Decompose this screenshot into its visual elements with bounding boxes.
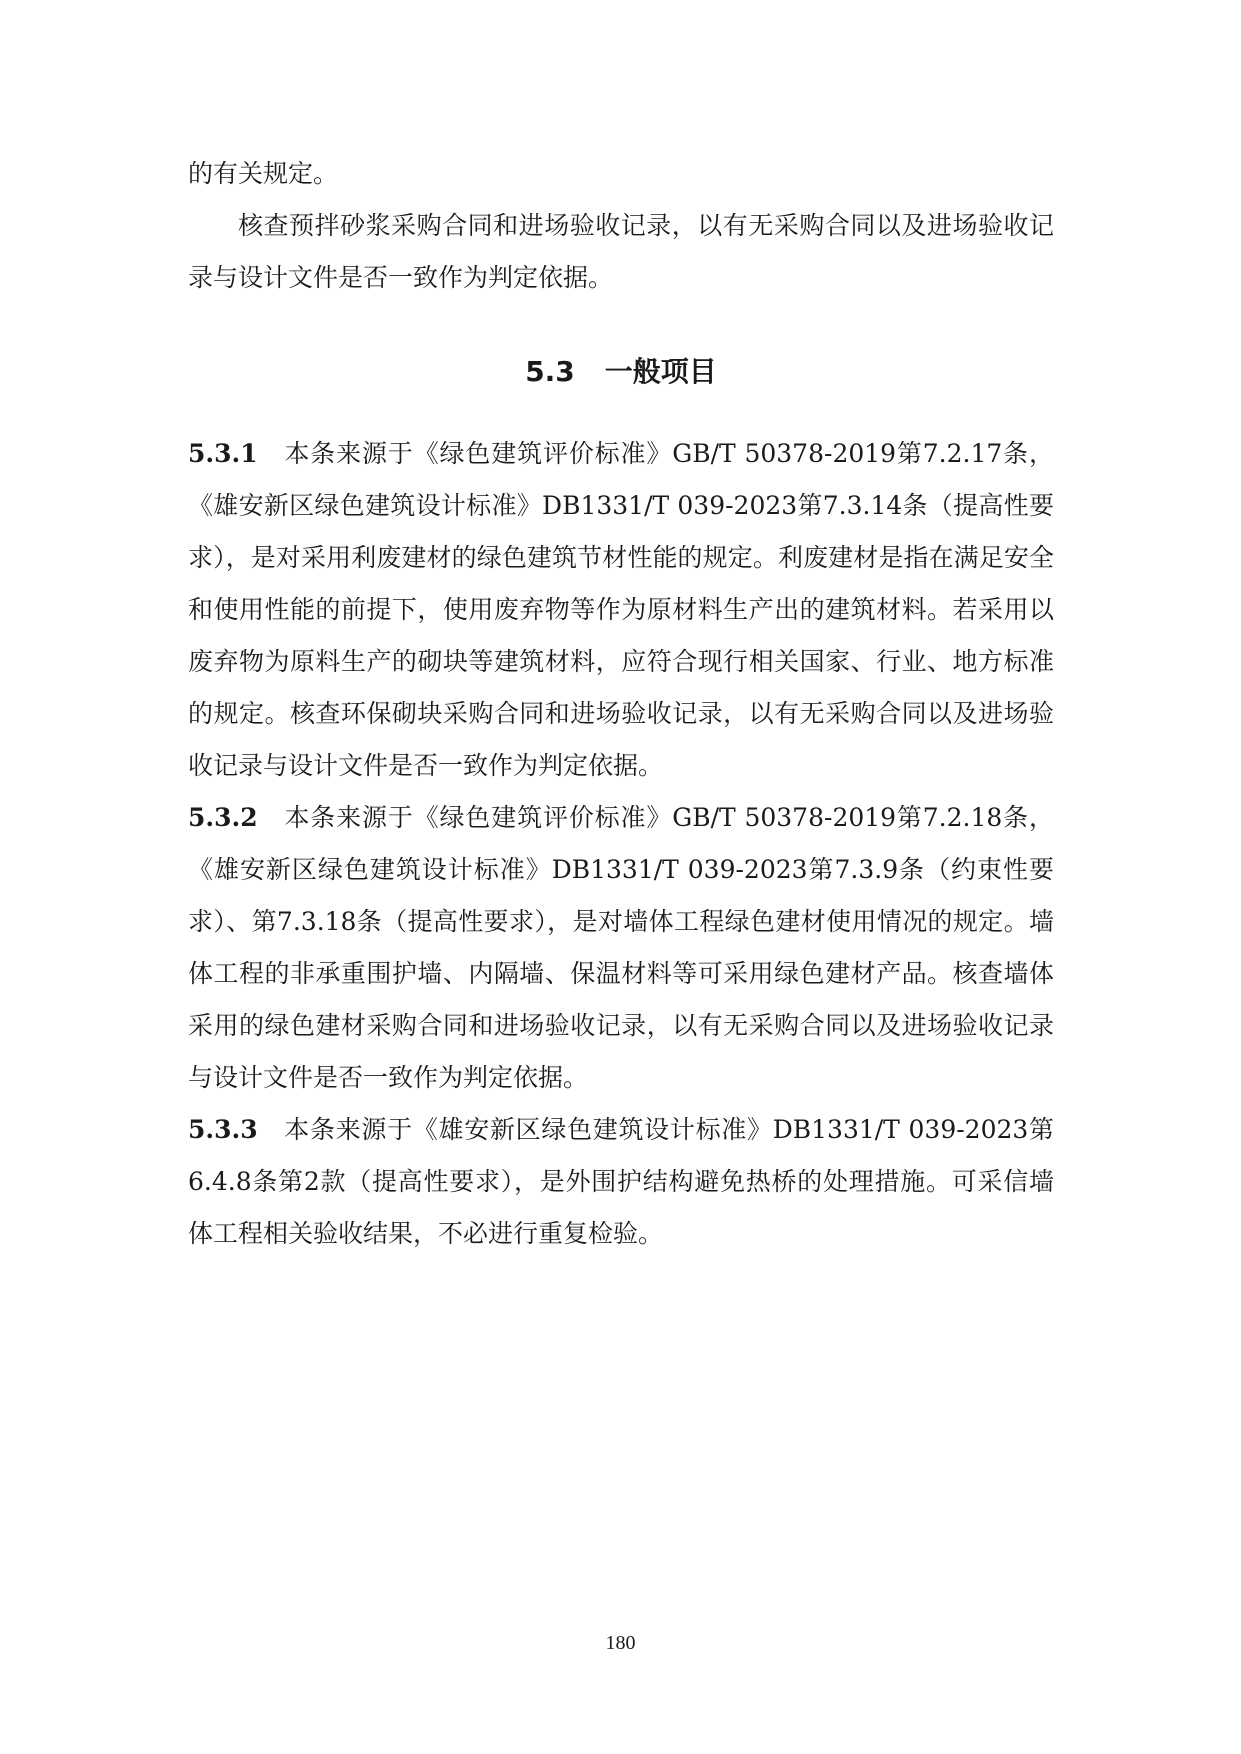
intro-paragraph: 核查预拌砂浆采购合同和进场验收记录，以有无采购合同以及进场验收记录与设计文件是否一致作为判定依据。 <box>188 211 1054 292</box>
clause-paragraph <box>188 792 1054 1104</box>
clause-number: 5.3.2 <box>188 803 258 832</box>
document-body <box>188 148 1054 1260</box>
section-title: 一般项目 <box>604 355 717 388</box>
clause-paragraph <box>188 428 1054 792</box>
clause-number: 5.3.3 <box>188 1115 258 1144</box>
section-heading <box>188 352 1054 392</box>
intro-line: 的有关规定。 <box>188 159 339 188</box>
page-number: 180 <box>605 1632 636 1654</box>
section-number: 5.3 <box>525 355 575 388</box>
clause-paragraph <box>188 1104 1054 1260</box>
clause-text: 本条来源于《绿色建筑评价标准》GB/T 50378-2019第7.2.18条，《雄安新区绿色建筑设计标准》DB1331/T 039-2023第7.3.9条（约束性要求）、第7.3.18条（提高性要求），是对墙体工程绿色建材使用情况的规定。墙体工程的非承重围护墙、内隔墙、保温材料等可采用绿色建材产品。核查墙体采用的绿色建材采购合同和进场验收记录，以有无采购合同以及进场验收记录与设计文件是否一致作为判定依据。 <box>188 803 1054 1092</box>
clause-number: 5.3.1 <box>188 439 258 468</box>
clause-text: 本条来源于《绿色建筑评价标准》GB/T 50378-2019第7.2.17条，《雄安新区绿色建筑设计标准》DB1331/T 039-2023第7.3.14条（提高性要求），是对采用利废建材的绿色建筑节材性能的规定。利废建材是指在满足安全和使用性能的前提下，使用废弃物等作为原材料生产出的建筑材料。若采用以废弃物为原料生产的砌块等建筑材料，应符合现行相关国家、行业、地方标准的规定。核查环保砌块采购合同和进场验收记录，以有无采购合同以及进场验收记录与设计文件是否一致作为判定依据。 <box>188 439 1054 780</box>
clause-text: 本条来源于《雄安新区绿色建筑设计标准》DB1331/T 039-2023第6.4.8条第2款（提高性要求），是外围护结构避免热桥的处理措施。可采信墙体工程相关验收结果，不必进行重复检验。 <box>188 1115 1054 1248</box>
